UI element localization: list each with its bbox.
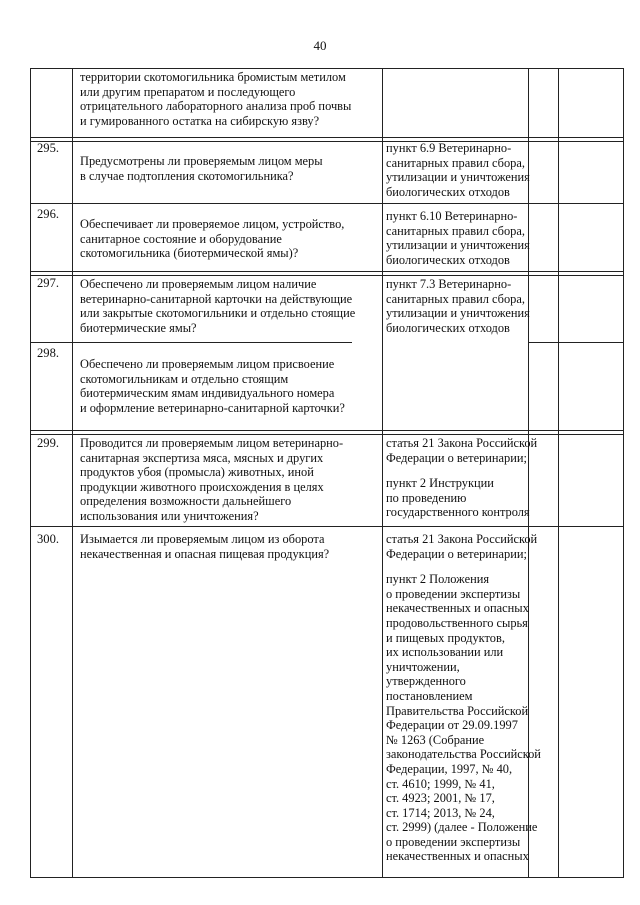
question-text: Обеспечено ли проверяемым лицом присвоение скотомогильникам и отдельно стоящим биотермическим ямам индивидуального номера и оформление ветеринарно-санитарной карточки?: [80, 357, 345, 415]
row-number: 297.: [37, 276, 60, 290]
checklist-table: [30, 68, 624, 878]
row-number: 300.: [37, 532, 60, 546]
table-border-bottom: [30, 877, 624, 878]
row-divider: [30, 430, 624, 435]
question-text: Предусмотрены ли проверяемым лицом меры в случае подтопления скотомогильника?: [80, 154, 323, 183]
row-number: 295.: [37, 141, 60, 155]
row-divider: [30, 203, 624, 204]
page-number: 40: [313, 38, 327, 53]
reference-text: пункт 6.9 Ветеринарно- санитарных правил сбора, утилизации и уничтожения биологических отходов: [386, 141, 530, 199]
reference-text: пункт 6.10 Ветеринарно- санитарных правил сбора, утилизации и уничтожения биологических отходов: [386, 209, 530, 267]
question-text: Изымается ли проверяемым лицом из оборота некачественная и опасная пищевая продукция?: [80, 532, 330, 561]
column-divider-question: [382, 68, 383, 878]
question-text: Обеспечивает ли проверяемое лицом, устройство, санитарное состояние и оборудование скотомогильника (биотермической ямы)?: [80, 217, 345, 261]
table-border-left: [30, 68, 31, 878]
row-number: 299.: [37, 436, 60, 450]
row-number: 298.: [37, 346, 60, 360]
row-number: 296.: [37, 207, 60, 221]
column-divider-number: [72, 68, 73, 878]
question-text: Проводится ли проверяемым лицом ветеринарно- санитарная экспертиза мяса, мясных и других продуктов убоя (промысла) животных, иной продукции животного происхождения в целях определения возможности дальнейшего использования или уничтожения?: [80, 436, 344, 523]
table-border-top: [30, 68, 624, 69]
reference-text: статья 21 Закона Российской Федерации о ветеринарии; пункт 2 Инструкции по проведению государственного контроля: [386, 436, 538, 520]
table-border-right: [623, 68, 624, 878]
row-divider: [30, 526, 624, 527]
row-divider-partial: [528, 342, 624, 343]
reference-text: пункт 7.3 Ветеринарно- санитарных правил сбора, утилизации и уничтожения биологических отходов: [386, 277, 530, 335]
reference-text: статья 21 Закона Российской Федерации о ветеринарии; пункт 2 Положения о проведении экспертизы некачественных и опасных продовольственного сырья и пищевых продуктов, их использовании или уничтожении, утвержденного постановлением Правительства Российской Федерации от 29.09.1997 № 1263 (Собрание законодательства Российской Федерации, 1997, № 40, ст. 4610; 1999, № 41, ст. 4923; 2001, № 17, ст. 1714; 2013, № 24, ст. 2999) (далее - Положение о проведении экспертизы некачественных и опасных: [386, 532, 541, 864]
question-text: территории скотомогильника бромистым метилом или другим препаратом и последующего отрицательного лабораторного анализа проб почвы и гумированного остатка на сибирскую язву?: [80, 70, 352, 128]
row-divider-partial: [30, 342, 352, 343]
row-divider: [30, 137, 624, 142]
question-text: Обеспечено ли проверяемым лицом наличие ветеринарно-санитарной карточки на действующие или закрытые скотомогильники и отдельно стоящие биотермические ямы?: [80, 277, 356, 335]
column-divider-answer: [558, 68, 559, 878]
row-divider: [30, 271, 624, 276]
